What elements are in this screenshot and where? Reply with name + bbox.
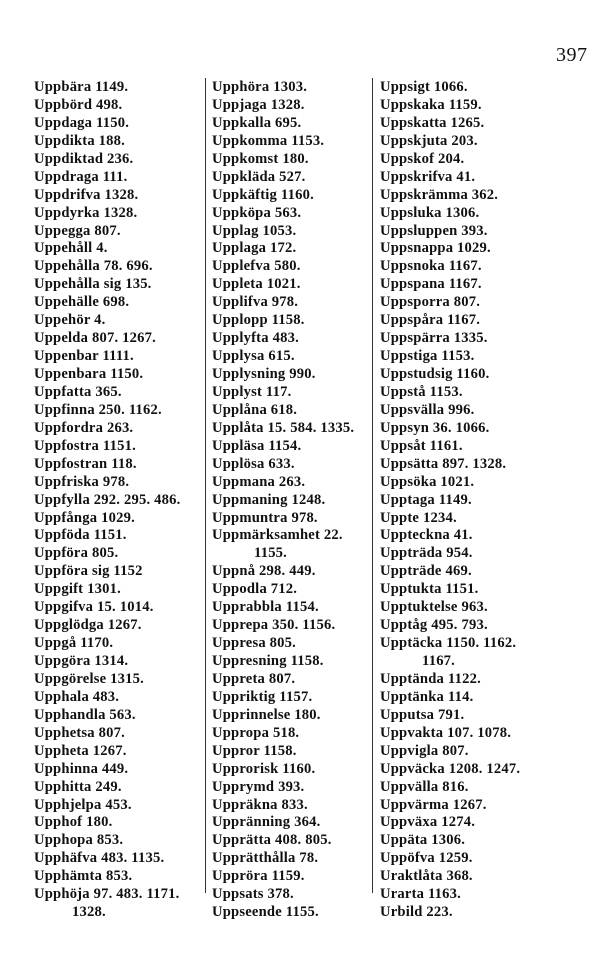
index-entry: Urarta 1163.: [380, 886, 462, 903]
index-entry: Uppror 1158.: [212, 742, 297, 759]
index-entry: Uppdrifva 1328.: [34, 186, 139, 203]
index-entry: Uppfånga 1029.: [34, 509, 135, 526]
index-entry: 1155.: [254, 545, 288, 562]
index-entry: Uppäta 1306.: [380, 832, 466, 849]
index-entry: Uppstudsig 1160.: [380, 366, 490, 382]
index-entry: Uppföda 1151.: [34, 527, 127, 544]
index-entry: Uppläsa 1154.: [212, 437, 302, 454]
index-entry: Uppspåra 1167.: [380, 312, 481, 329]
index-entry: Uppelda 807. 1267.: [34, 330, 156, 347]
index-entry: Uppsnappa 1029.: [380, 240, 491, 257]
column-divider: [372, 78, 373, 893]
index-entry: Uppsnoka 1167.: [380, 258, 482, 275]
index-entry: Uppöfva 1259.: [380, 850, 473, 867]
index-entry: Uppgift 1301.: [34, 581, 121, 598]
index-entry: Upprätta 408. 805.: [212, 832, 332, 849]
index-entry: Upputsa 791.: [380, 706, 465, 723]
index-entry: Uppsigt 1066.: [380, 79, 468, 95]
index-entry: Upphetsa 807.: [34, 724, 125, 741]
index-entry: Uppsporra 807.: [380, 294, 481, 311]
index-entry: Uppgå 1170.: [34, 635, 114, 652]
index-entry: Upphinna 449.: [34, 760, 129, 777]
index-entry: Uppegga 807.: [34, 222, 121, 239]
index-entry: Uppmuntra 978.: [212, 509, 318, 526]
index-entry: Upphala 483.: [34, 688, 120, 705]
index-entry: Uppdyrka 1328.: [34, 204, 138, 221]
index-entry: Upptuktelse 963.: [380, 599, 488, 616]
index-entry: Uppbörd 498.: [34, 96, 123, 113]
index-entry: Uppränning 364.: [212, 814, 321, 831]
index-entry: Uppkomst 180.: [212, 150, 309, 167]
index-entry: Uppsats 378.: [212, 886, 294, 903]
index-entry: Upphöja 97. 483. 1171.: [34, 886, 180, 903]
index-entry: Upplifva 978.: [212, 294, 299, 311]
index-entry: Upphandla 563.: [34, 706, 136, 723]
index-entry: Uppvakta 107. 1078.: [380, 724, 512, 741]
index-entry: Uppsyn 36. 1066.: [380, 419, 490, 436]
index-entry: Uppkomma 1153.: [212, 132, 325, 149]
index-entry: Uppehålla sig 135.: [34, 276, 152, 293]
index-entry: Uppvärma 1267.: [380, 796, 487, 813]
index-entry: Uppleta 1021.: [212, 276, 301, 293]
index-entry: Uppseende 1155.: [212, 904, 319, 921]
index-entry: Uppnå 298. 449.: [212, 563, 316, 580]
index-entry: Uppskrifva 41.: [380, 168, 476, 185]
index-entry: Upphitta 249.: [34, 778, 122, 795]
index-entry: Uppföra sig 1152: [34, 563, 143, 580]
index-entry: Upprätthålla 78.: [212, 850, 319, 867]
index-entry: Uppträde 469.: [380, 563, 472, 580]
index-entry: Upphämta 853.: [34, 868, 133, 885]
index-entry: Upptåg 495. 793.: [380, 617, 488, 634]
index-entry: Upphäfva 483. 1135.: [34, 850, 165, 867]
index-entry: Upphof 180.: [34, 814, 113, 831]
index-entry: Uppheta 1267.: [34, 742, 127, 759]
index-entry: Upprabbla 1154.: [212, 599, 319, 616]
index-entry: Upplysa 615.: [212, 348, 295, 365]
index-entry: Uppte 1234.: [380, 509, 457, 526]
index-entry: Uppräkna 833.: [212, 796, 308, 813]
index-entry: Upplåna 618.: [212, 401, 298, 418]
index-entry: Uppskjuta 203.: [380, 132, 478, 149]
index-entry: Uppglödga 1267.: [34, 617, 142, 634]
index-entry: Uppväcka 1208. 1247.: [380, 760, 521, 777]
column-divider: [205, 78, 206, 893]
index-entry: Uppehör 4.: [34, 312, 106, 329]
index-entry: Uppmaning 1248.: [212, 491, 326, 508]
index-entry: Uppriktig 1157.: [212, 688, 313, 705]
page-number: 397: [556, 44, 588, 66]
index-entry: Uppvigla 807.: [380, 742, 469, 759]
index-entry: Uppspana 1167.: [380, 276, 482, 293]
index-entry: Uppbära 1149.: [34, 79, 129, 95]
index-entry: Upplopp 1158.: [212, 312, 305, 329]
index-entry: Uppdiktad 236.: [34, 150, 134, 167]
index-entry: Uppgöra 1314.: [34, 653, 129, 669]
index-entry: Uppdikta 188.: [34, 132, 126, 149]
index-entry: Uppspärra 1335.: [380, 330, 488, 347]
index-entry: Upptaga 1149.: [380, 491, 472, 508]
index-column-2: [212, 79, 372, 922]
index-entry: Uppehålla 78. 696.: [34, 258, 153, 275]
index-entry: Upprinnelse 180.: [212, 706, 321, 723]
index-entry: Uppropa 518.: [212, 724, 300, 741]
index-entry: Uppteckna 41.: [380, 527, 473, 544]
index-entry: Uppdaga 1150.: [34, 114, 130, 131]
index-entry: Uppväxa 1274.: [380, 814, 476, 831]
index-entry: Uppskof 204.: [380, 150, 465, 167]
index-entry: Uppreta 807.: [212, 670, 296, 687]
index-entry: Uppgörelse 1315.: [34, 670, 144, 687]
index-entry: Uppjaga 1328.: [212, 96, 305, 113]
index-entry: Uppfordra 263.: [34, 419, 134, 436]
index-entry: Upplysning 990.: [212, 366, 316, 382]
index-entry: Uppstiga 1153.: [380, 348, 475, 365]
index-entry: Uppsätta 897. 1328.: [380, 455, 507, 472]
index-entry: Uppgifva 15. 1014.: [34, 599, 154, 616]
index-entry: Uppvälla 816.: [380, 778, 469, 795]
index-entry: Uppmana 263.: [212, 473, 306, 490]
index-entry: Uppföra 805.: [34, 545, 119, 562]
index-entry: Uppfostra 1151.: [34, 437, 136, 454]
index-entry: Uppskatta 1265.: [380, 114, 485, 131]
index-entry: Uppkalla 695.: [212, 114, 302, 131]
index-entry: Uraktlåta 368.: [380, 868, 473, 885]
index-entry: Uppenbara 1150.: [34, 366, 144, 382]
index-entry: Upplösa 633.: [212, 455, 295, 472]
index-entry: Uppdraga 111.: [34, 168, 128, 185]
index-entry: Uppsöka 1021.: [380, 473, 475, 490]
index-entry: Uppehälle 698.: [34, 294, 130, 311]
index-entry: Upprymd 393.: [212, 778, 305, 795]
index-entry: Uppfriska 978.: [34, 473, 130, 490]
index-entry: Uppfinna 250. 1162.: [34, 401, 162, 418]
index-entry: Uppmärksamhet 22.: [212, 527, 343, 544]
index-entry: Uppsluka 1306.: [380, 204, 480, 221]
index-entry: Upplaga 172.: [212, 240, 297, 257]
index-entry: Upplyfta 483.: [212, 330, 299, 347]
index-entry: Uppresning 1158.: [212, 653, 324, 669]
index-entry: 1328.: [72, 904, 106, 921]
index-entry: Upphopa 853.: [34, 832, 124, 849]
index-entry: Uppköpa 563.: [212, 204, 302, 221]
index-entry: Upphöra 1303.: [212, 79, 308, 95]
index-column-3: [380, 79, 580, 922]
index-entry: Uppsluppen 393.: [380, 222, 488, 239]
index-entry: Uppfostran 118.: [34, 455, 137, 472]
index-entry: Uppkläda 527.: [212, 168, 306, 185]
index-entry: Urbild 223.: [380, 904, 453, 921]
index-entry: Upptukta 1151.: [380, 581, 479, 598]
index-entry: Upplefva 580.: [212, 258, 301, 275]
index-entry: Upptäcka 1150. 1162.: [380, 635, 517, 652]
index-entry: Upplag 1053.: [212, 222, 297, 239]
index-entry: 1167.: [422, 653, 456, 669]
index-entry: Uppkäftig 1160.: [212, 186, 314, 203]
index-entry: Uppfatta 365.: [34, 383, 122, 400]
index-entry: Upplåta 15. 584. 1335.: [212, 419, 355, 436]
index-entry: Uppehåll 4.: [34, 240, 108, 257]
index-entry: Upprepa 350. 1156.: [212, 617, 336, 634]
index-entry: Uppresa 805.: [212, 635, 297, 652]
index-column-1: [34, 79, 202, 922]
index-entry: Upphjelpa 453.: [34, 796, 132, 813]
index-entry: Uppstå 1153.: [380, 383, 463, 400]
index-entry: Uppodla 712.: [212, 581, 298, 598]
index-entry: Upptänka 114.: [380, 688, 474, 705]
index-entry: Uppträda 954.: [380, 545, 473, 562]
index-entry: Uppsåt 1161.: [380, 437, 463, 454]
index-entry: Uppsvälla 996.: [380, 401, 475, 418]
index-entry: Uppskrämma 362.: [380, 186, 499, 203]
index-entry: Upprorisk 1160.: [212, 760, 316, 777]
index-entry: Uppfylla 292. 295. 486.: [34, 491, 181, 508]
index-entry: Uppenbar 1111.: [34, 348, 134, 365]
index-entry: Uppskaka 1159.: [380, 96, 482, 113]
index-entry: Uppröra 1159.: [212, 868, 305, 885]
index-entry: Upptända 1122.: [380, 670, 481, 687]
index-entry: Upplyst 117.: [212, 383, 292, 400]
